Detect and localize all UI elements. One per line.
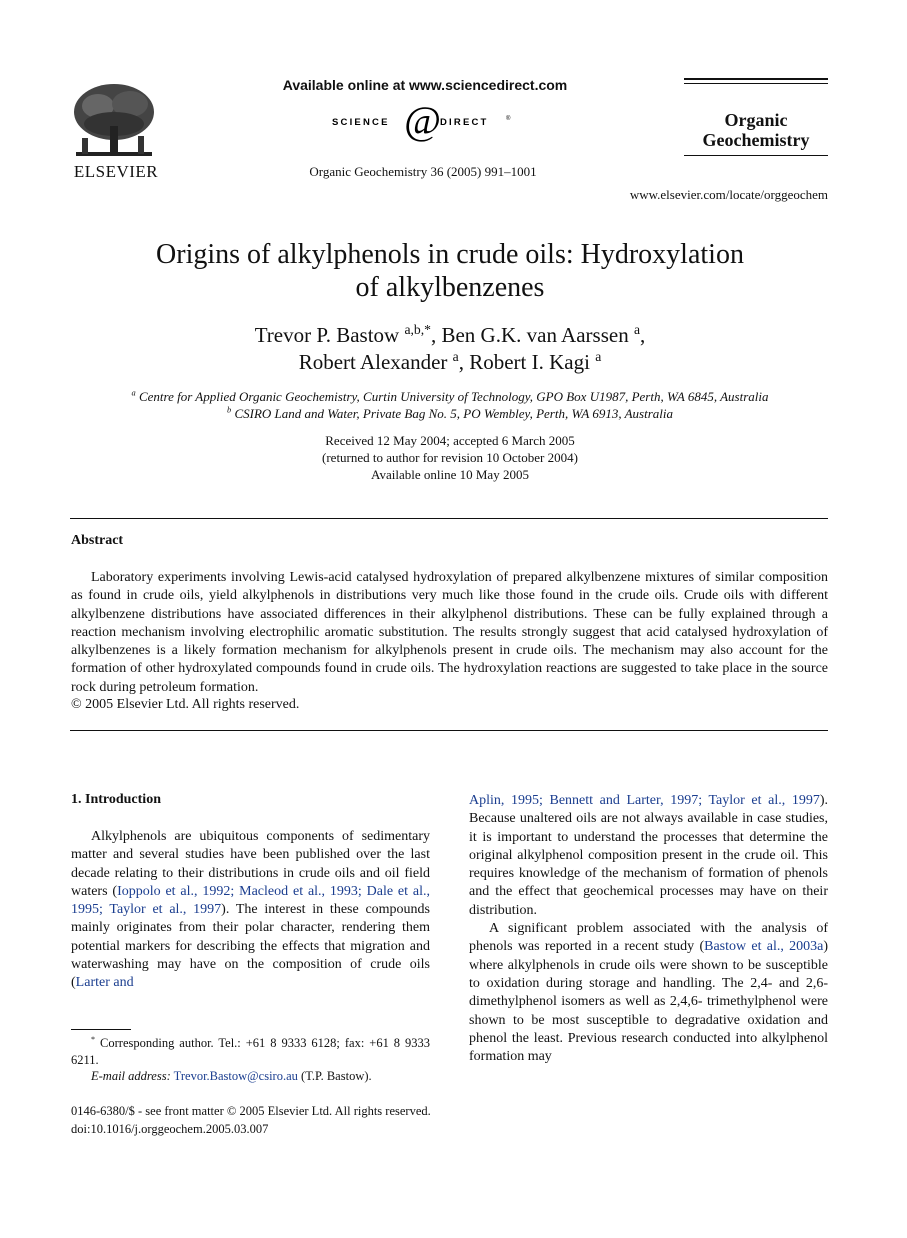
- author-name[interactable]: Robert Alexander: [298, 350, 448, 374]
- corresponding-author-footnote: [71, 1035, 430, 1085]
- affiliation-mark: a: [131, 387, 136, 398]
- email-owner: (T.P. Bastow).: [301, 1069, 372, 1083]
- abstract-top-rule: [70, 518, 828, 519]
- article-dates: [250, 432, 650, 483]
- email-label: E-mail address:: [91, 1069, 171, 1083]
- author-list: [150, 322, 750, 376]
- journal-citation: Organic Geochemistry 36 (2005) 991–1001: [309, 164, 537, 179]
- affiliation-item: [60, 405, 840, 422]
- publisher-name: ELSEVIER: [73, 162, 159, 181]
- author-marks[interactable]: a: [452, 349, 459, 364]
- intro-paragraph-1-cont: [469, 792, 828, 920]
- front-matter-line: 0146-6380/$ - see front matter © 2005 Elsevier Ltd. All rights reserved.: [71, 1104, 431, 1118]
- article-title-line1: Origins of alkylphenols in crude oils: Hydroxylation: [156, 239, 744, 270]
- page-footer: [71, 1102, 431, 1138]
- paragraph-text: ) where alkylphenols in crude oils were shown to be susceptible to oxidation during storage and handling. The 2,4- and 2,6- dimethylphenol isomers as well as 2,4,6- trimethylphenol were shown to be most susceptible to degradative oxidation and phenol the least. Previous research conducted into alkylphenol formation may: [469, 939, 829, 1065]
- intro-paragraph-2: [469, 920, 828, 1066]
- author-name[interactable]: Ben G.K. van Aarssen: [441, 323, 629, 347]
- affiliations: [60, 388, 840, 422]
- available-date: Available online 10 May 2005: [371, 467, 529, 482]
- abstract-heading: Abstract: [71, 533, 124, 548]
- citation-link[interactable]: Larter and: [75, 975, 134, 991]
- svg-text:®: ®: [506, 116, 511, 122]
- paragraph-text: ). Because unaltered oils are not always available in case studies, it is important to understand the processes that determine the original alkylphenol composition present in the crude oil. This requires knowledge of the mechanism of formation of phenols and the effect that geochemical processes may have on their distribution.: [469, 793, 828, 918]
- abstract-body: [71, 569, 828, 697]
- footnote-contact: [71, 1035, 430, 1068]
- intro-paragraph-1: [71, 828, 430, 993]
- section-heading-introduction: 1. Introduction: [71, 792, 161, 807]
- journal-title: [684, 110, 828, 150]
- journal-top-rule: [684, 78, 828, 84]
- journal-title-line1: Organic: [724, 110, 788, 130]
- left-column: [71, 828, 430, 993]
- revision-date: (returned to author for revision 10 October 2004): [322, 450, 578, 465]
- citation-link[interactable]: Bastow et al., 2003a: [704, 939, 824, 955]
- author-marks[interactable]: a: [633, 322, 641, 337]
- sd-logo-at-mark: @: [404, 100, 441, 142]
- journal-bottom-rule: [684, 155, 828, 156]
- article-title: [100, 238, 800, 304]
- footnote-text: Corresponding author. Tel.: +61 8 9333 6128; fax: +61 8 9333 6211.: [71, 1036, 430, 1067]
- author-marks[interactable]: a: [595, 349, 602, 364]
- author-marks[interactable]: a,b,*: [404, 322, 431, 337]
- author-name[interactable]: Trevor P. Bastow: [254, 323, 400, 347]
- author-name[interactable]: Robert I. Kagi: [469, 350, 590, 374]
- abstract-text: Laboratory experiments involving Lewis-acid catalysed hydroxylation of prepared alkylbenzene mixtures of similar composition as found in crude oils, yield alkylphenols in distributions very much like those found in the crude oils. Crude oils with different alkylbenzene distributions have associated differences in their alkylphenol distributions. These can be fully explained through a reaction mechanism involving electrophilic aromatic substitution. The results strongly suggest that acid catalysed hydroxylation of alkylbenzenes is a likely formation mechanism for alkylphenols present in crude oils. The mechanism may also account for the formation of other hydroxylated compounds found in crude oils. The hydroxylation reactions are suggested to take place in the source rock during petroleum formation.: [71, 570, 828, 695]
- sd-logo-left-text: SCIENCE: [332, 117, 390, 128]
- received-date: Received 12 May 2004; accepted 6 March 2005: [325, 433, 575, 448]
- right-column: [469, 792, 828, 1066]
- affiliation-item: [60, 388, 840, 405]
- paragraph-text: ). The interest in these compounds mainly originates from their polar character, rendering them potential markers for describing the effects that migration and waterwashing may have on the composition of crude oils (: [71, 902, 430, 991]
- paragraph-text: A significant problem associated with the analysis of phenols was reported in a recent study (: [469, 921, 828, 955]
- author-separator: ,: [458, 350, 470, 374]
- article-title-line2: of alkylbenzenes: [355, 272, 545, 303]
- sciencedirect-logo: [320, 100, 530, 142]
- affiliation-mark: b: [226, 404, 232, 415]
- paragraph-text: Alkylphenols are ubiquitous components of sedimentary matter and several studies have been published over the last decade relating to their distributions in crude oils and oil field waters (: [71, 829, 430, 899]
- footnote-rule: [71, 1029, 131, 1030]
- journal-url-link[interactable]: www.elsevier.com/locate/orggeochem: [629, 187, 828, 202]
- author-separator: ,: [430, 323, 442, 347]
- abstract-copyright: © 2005 Elsevier Ltd. All rights reserved.: [71, 697, 300, 712]
- citation-link[interactable]: Aplin, 1995; Bennett and Larter, 1997; Taylor et al., 1997: [469, 793, 820, 808]
- citation-link[interactable]: Ioppolo et al., 1992; Macleod et al., 1993; Dale et al., 1995; Taylor et al., 1997: [71, 883, 431, 918]
- footnote-email: [71, 1068, 430, 1085]
- sd-logo-right-text: DIRECT: [440, 117, 489, 128]
- footnote-mark: *: [91, 1034, 96, 1044]
- journal-title-line2: Geochemistry: [702, 130, 810, 150]
- affiliation-text: CSIRO Land and Water, Private Bag No. 5, PO Wembley, Perth, WA 6913, Australia: [234, 406, 673, 421]
- abstract-bottom-rule: [70, 730, 828, 731]
- email-link[interactable]: Trevor.Bastow@csiro.au: [173, 1069, 298, 1083]
- doi-link[interactable]: doi:10.1016/j.orggeochem.2005.03.007: [71, 1122, 269, 1136]
- author-separator: ,: [640, 323, 646, 347]
- affiliation-text: Centre for Applied Organic Geochemistry, Curtin University of Technology, GPO Box U1987, Perth, WA 6845, Australia: [138, 389, 769, 404]
- available-online-link[interactable]: Available online at www.sciencedirect.com: [282, 77, 568, 93]
